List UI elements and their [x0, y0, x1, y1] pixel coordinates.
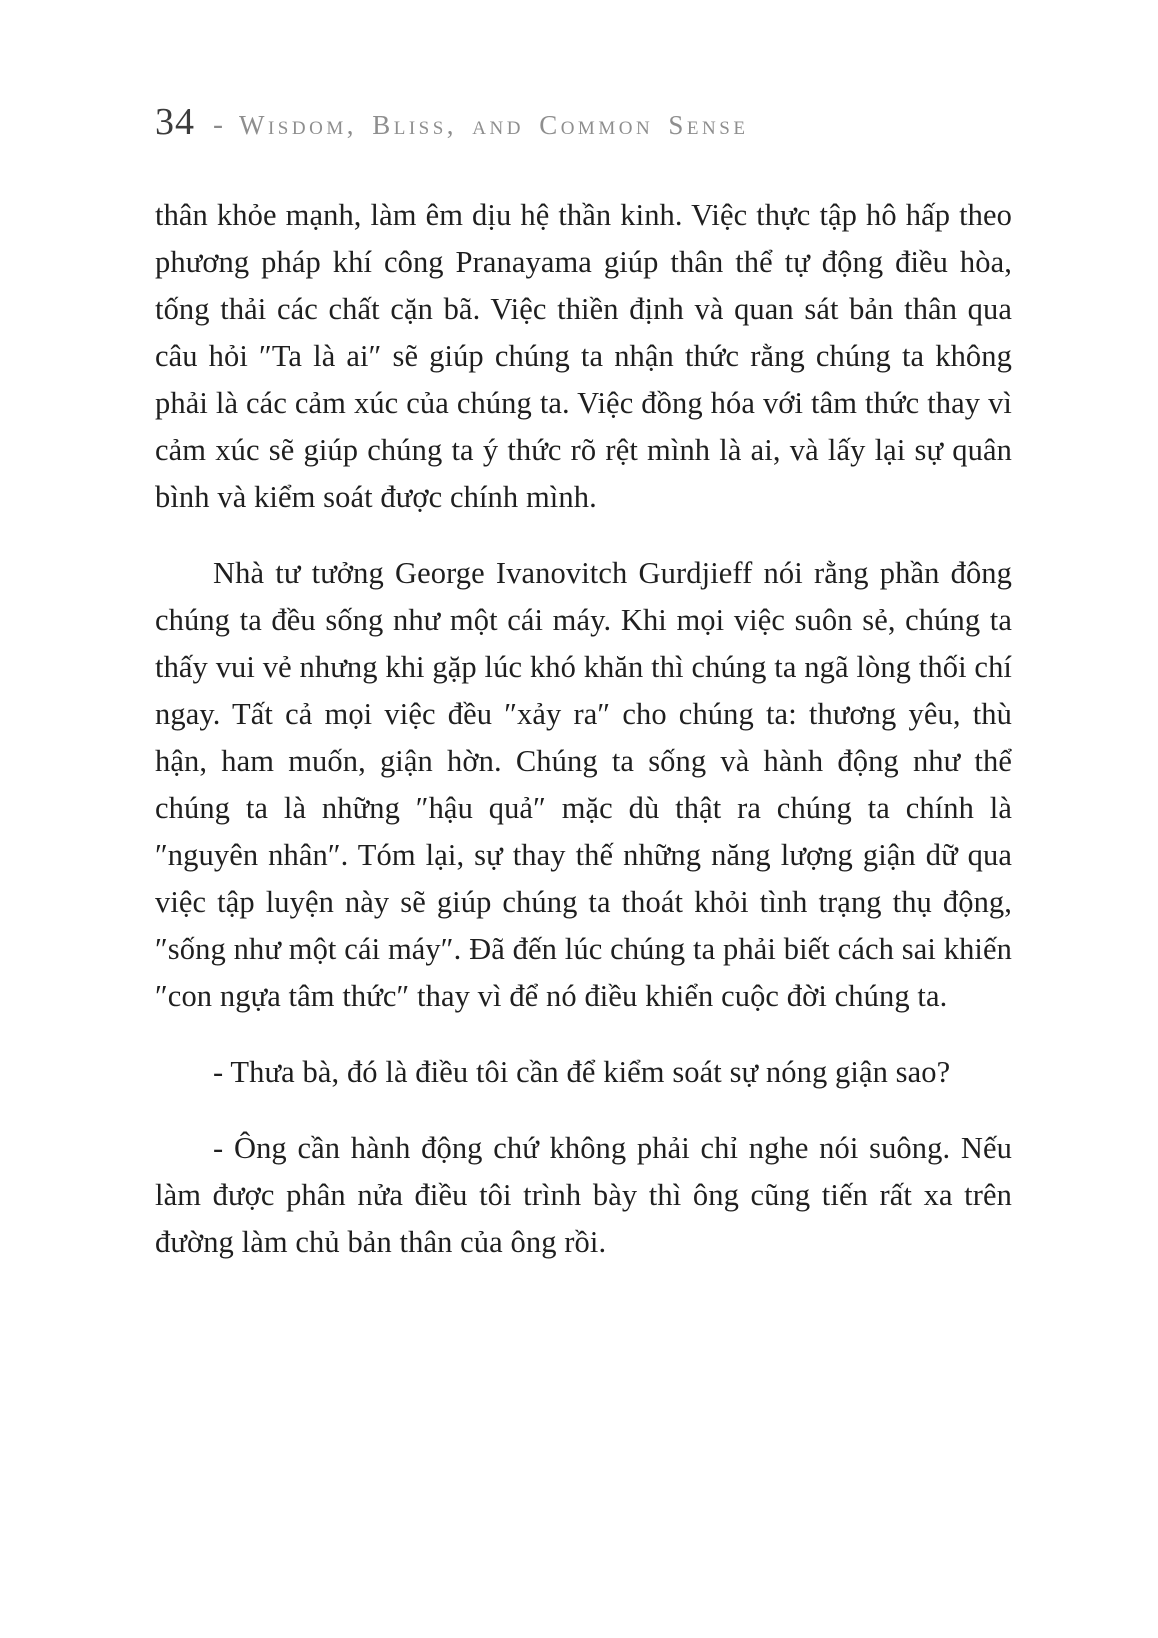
header-separator: - — [213, 108, 223, 141]
page-number: 34 — [155, 101, 195, 143]
paragraph: thân khỏe mạnh, làm êm dịu hệ thần kinh. Việc thực tập hô hấp theo phương pháp khí công Pranayama giúp thân thể tự động điều hòa, tống thải các chất cặn bã. Việc thiền định và quan sát bản thân qua câu hỏi ″Ta là ai″ sẽ giúp chúng ta nhận thức rằng chúng ta không phải là các cảm xúc của chúng ta. Việc đồng hóa với tâm thức thay vì cảm xúc sẽ giúp chúng ta ý thức rõ rệt mình là ai, và lấy lại sự quân bình và kiểm soát được chính mình. — [155, 198, 1012, 514]
body-text — [155, 192, 1012, 1295]
paragraph-dialogue: - Thưa bà, đó là điều tôi cần để kiểm soát sự nóng giận sao? — [213, 1055, 951, 1089]
paragraph: Nhà tư tưởng George Ivanovitch Gurdjieff nói rằng phần đông chúng ta đều sống như một cái máy. Khi mọi việc suôn sẻ, chúng ta thấy vui vẻ nhưng khi gặp lúc khó khăn thì chúng ta ngã lòng thối chí ngay. Tất cả mọi việc đều ″xảy ra″ cho chúng ta: thương yêu, thù hận, ham muốn, giận hờn. Chúng ta sống và hành động như thể chúng ta là những ″hậu quả″ mặc dù thật ra chúng ta chính là ″nguyên nhân″. Tóm lại, sự thay thế những năng lượng giận dữ qua việc tập luyện này sẽ giúp chúng ta thoát khỏi tình trạng thụ động, ″sống như một cái máy″. Đã đến lúc chúng ta phải biết cách sai khiến ″con ngựa tâm thức″ thay vì để nó điều khiển cuộc đời chúng ta. — [155, 556, 1012, 1013]
running-head — [155, 100, 1012, 144]
paragraph-dialogue: - Ông cần hành động chứ không phải chỉ nghe nói suông. Nếu làm được phân nửa điều tôi trình bày thì ông cũng tiến rất xa trên đường làm chủ bản thân của ông rồi. — [155, 1131, 1012, 1259]
book-title: Wisdom, Bliss, and Common Sense — [239, 110, 749, 140]
